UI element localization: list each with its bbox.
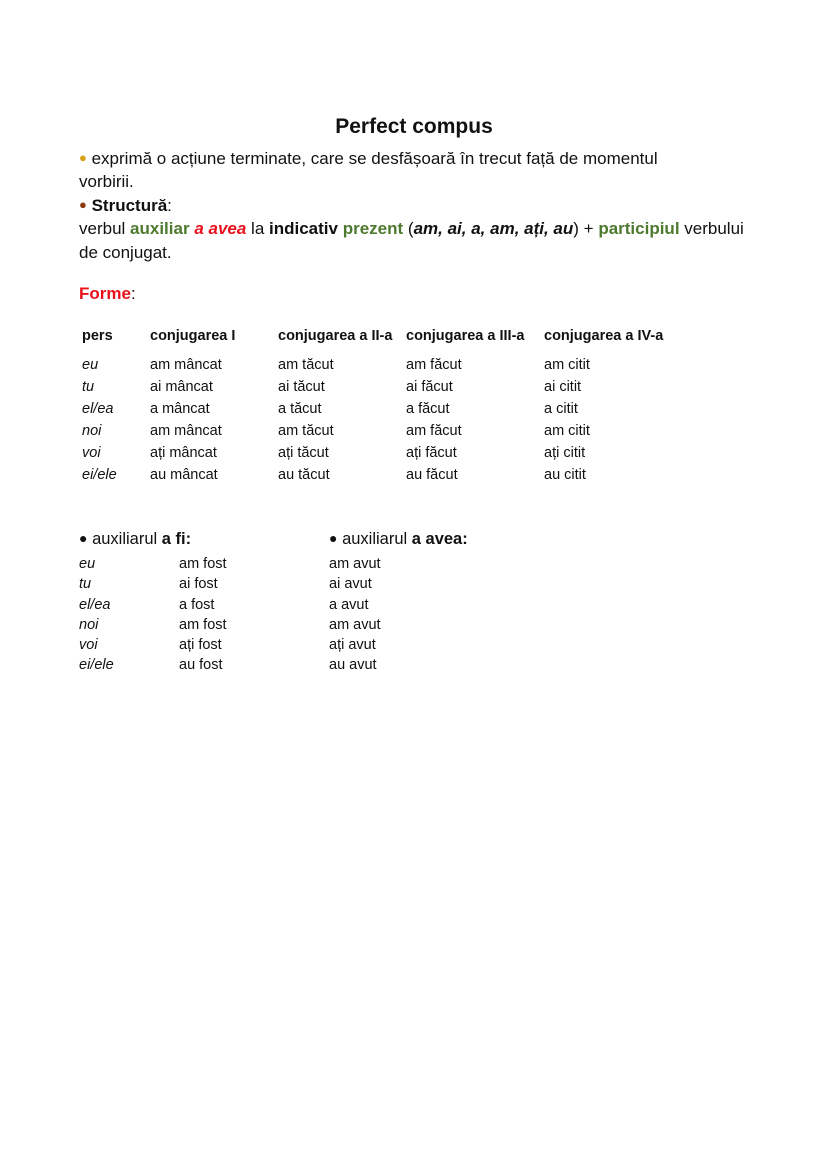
- table-row: [78, 442, 688, 464]
- aux-fi-label: auxiliarul: [92, 530, 162, 548]
- aux-avea-label: auxiliarul: [342, 530, 412, 548]
- table-cell: am citit: [544, 357, 590, 373]
- table-cell: am făcut: [406, 357, 462, 373]
- definition-paragraph: [79, 146, 769, 171]
- list-item: au avut: [329, 657, 377, 674]
- aux-fi-verb: a fi:: [161, 530, 192, 548]
- person-cell: noi: [82, 423, 102, 439]
- page-title: Perfect compus: [335, 115, 493, 138]
- definition-text-cont: vorbirii.: [79, 172, 134, 191]
- aux-persons-list: [79, 554, 114, 676]
- text-verbul: verbul: [79, 219, 131, 238]
- table-cell: a citit: [544, 401, 578, 417]
- list-item: ai fost: [179, 576, 218, 593]
- table-cell: ați mâncat: [150, 445, 217, 461]
- list-item: a avut: [329, 596, 369, 613]
- person-cell: el/ea: [82, 401, 114, 417]
- list-item: tu: [79, 576, 92, 593]
- table-cell: a tăcut: [278, 401, 322, 417]
- bullet-icon: ●: [79, 197, 87, 212]
- list-item: eu: [79, 556, 96, 572]
- table-row: [78, 420, 688, 442]
- table-cell: a mâncat: [150, 401, 210, 417]
- list-item: am fost: [179, 556, 227, 572]
- table-cell: ai tăcut: [278, 379, 325, 395]
- text-paren-open: (: [403, 219, 414, 238]
- table-cell: au mâncat: [150, 467, 218, 483]
- text-participiul: participiul: [598, 219, 680, 238]
- text-verbului: verbului: [684, 219, 744, 238]
- list-item: am avut: [329, 616, 381, 633]
- table-cell: au făcut: [406, 467, 458, 483]
- table-cell: ai făcut: [406, 379, 453, 395]
- column-header: conjugarea a II-a: [278, 328, 393, 344]
- definition-continuation: [79, 170, 769, 194]
- conjugation-table: [78, 328, 688, 486]
- column-header: conjugarea a III-a: [406, 328, 525, 344]
- forms-label: Forme: [79, 284, 131, 303]
- table-cell: am tăcut: [278, 357, 334, 373]
- person-cell: eu: [82, 357, 99, 373]
- list-item: a fost: [179, 596, 215, 613]
- person-cell: voi: [82, 445, 101, 461]
- table-row: [78, 354, 688, 376]
- text-forms: am, ai, a, am, ați, au: [413, 219, 574, 238]
- list-item: ei/ele: [79, 657, 114, 674]
- text-prezent: prezent: [342, 219, 404, 238]
- forms-heading: [79, 284, 136, 304]
- text-a-avea: a avea: [194, 219, 247, 238]
- list-item: el/ea: [79, 596, 111, 613]
- table-cell: au tăcut: [278, 467, 330, 483]
- list-item: am avut: [329, 556, 381, 572]
- forms-colon: :: [130, 284, 136, 303]
- list-item: voi: [79, 637, 98, 654]
- list-item: am fost: [179, 616, 227, 633]
- structure-heading: [79, 193, 769, 218]
- list-item: au fost: [179, 657, 223, 674]
- table-header-row: [78, 328, 688, 354]
- structure-label: Structură: [91, 196, 168, 215]
- column-header: conjugarea a IV-a: [544, 328, 664, 344]
- table-cell: ați citit: [544, 445, 586, 461]
- text-auxiliar: auxiliar: [130, 219, 190, 238]
- text-la: la: [251, 219, 265, 238]
- structure-description: [79, 217, 769, 264]
- list-item: ați fost: [179, 637, 222, 654]
- list-item: noi: [79, 616, 99, 633]
- table-cell: au citit: [544, 467, 586, 483]
- column-header: pers: [82, 328, 113, 344]
- table-cell: am citit: [544, 423, 590, 439]
- aux-avea-heading: [329, 530, 468, 549]
- table-cell: a făcut: [406, 401, 450, 417]
- bullet-icon: ●: [79, 150, 87, 165]
- table-cell: am mâncat: [150, 357, 222, 373]
- table-cell: ați tăcut: [278, 445, 329, 461]
- structure-colon: :: [167, 196, 172, 215]
- person-cell: tu: [82, 379, 95, 395]
- list-item: ați avut: [329, 637, 376, 654]
- column-header: conjugarea I: [150, 328, 236, 344]
- table-cell: am făcut: [406, 423, 462, 439]
- bullet-icon: ●: [79, 530, 88, 546]
- list-item: ai avut: [329, 576, 372, 593]
- table-row: [78, 376, 688, 398]
- aux-avea-forms-list: [329, 554, 381, 676]
- table-cell: ați făcut: [406, 445, 457, 461]
- table-row: [78, 464, 688, 486]
- definition-text: exprimă o acțiune terminate, care se desfășoară în trecut față de momentul: [91, 149, 658, 168]
- table-cell: ai citit: [544, 379, 582, 395]
- table-cell: am mâncat: [150, 423, 222, 439]
- person-cell: ei/ele: [82, 467, 117, 483]
- text-paren-close: ) +: [573, 219, 599, 238]
- table-cell: ai mâncat: [150, 379, 213, 395]
- aux-fi-heading: [79, 530, 191, 549]
- table-cell: am tăcut: [278, 423, 334, 439]
- aux-fi-forms-list: [179, 554, 227, 676]
- text-de-conjugat: de conjugat.: [79, 242, 172, 262]
- bullet-icon: ●: [329, 530, 338, 546]
- text-indicativ: indicativ: [269, 219, 338, 238]
- aux-avea-verb: a avea:: [411, 530, 468, 548]
- table-row: [78, 398, 688, 420]
